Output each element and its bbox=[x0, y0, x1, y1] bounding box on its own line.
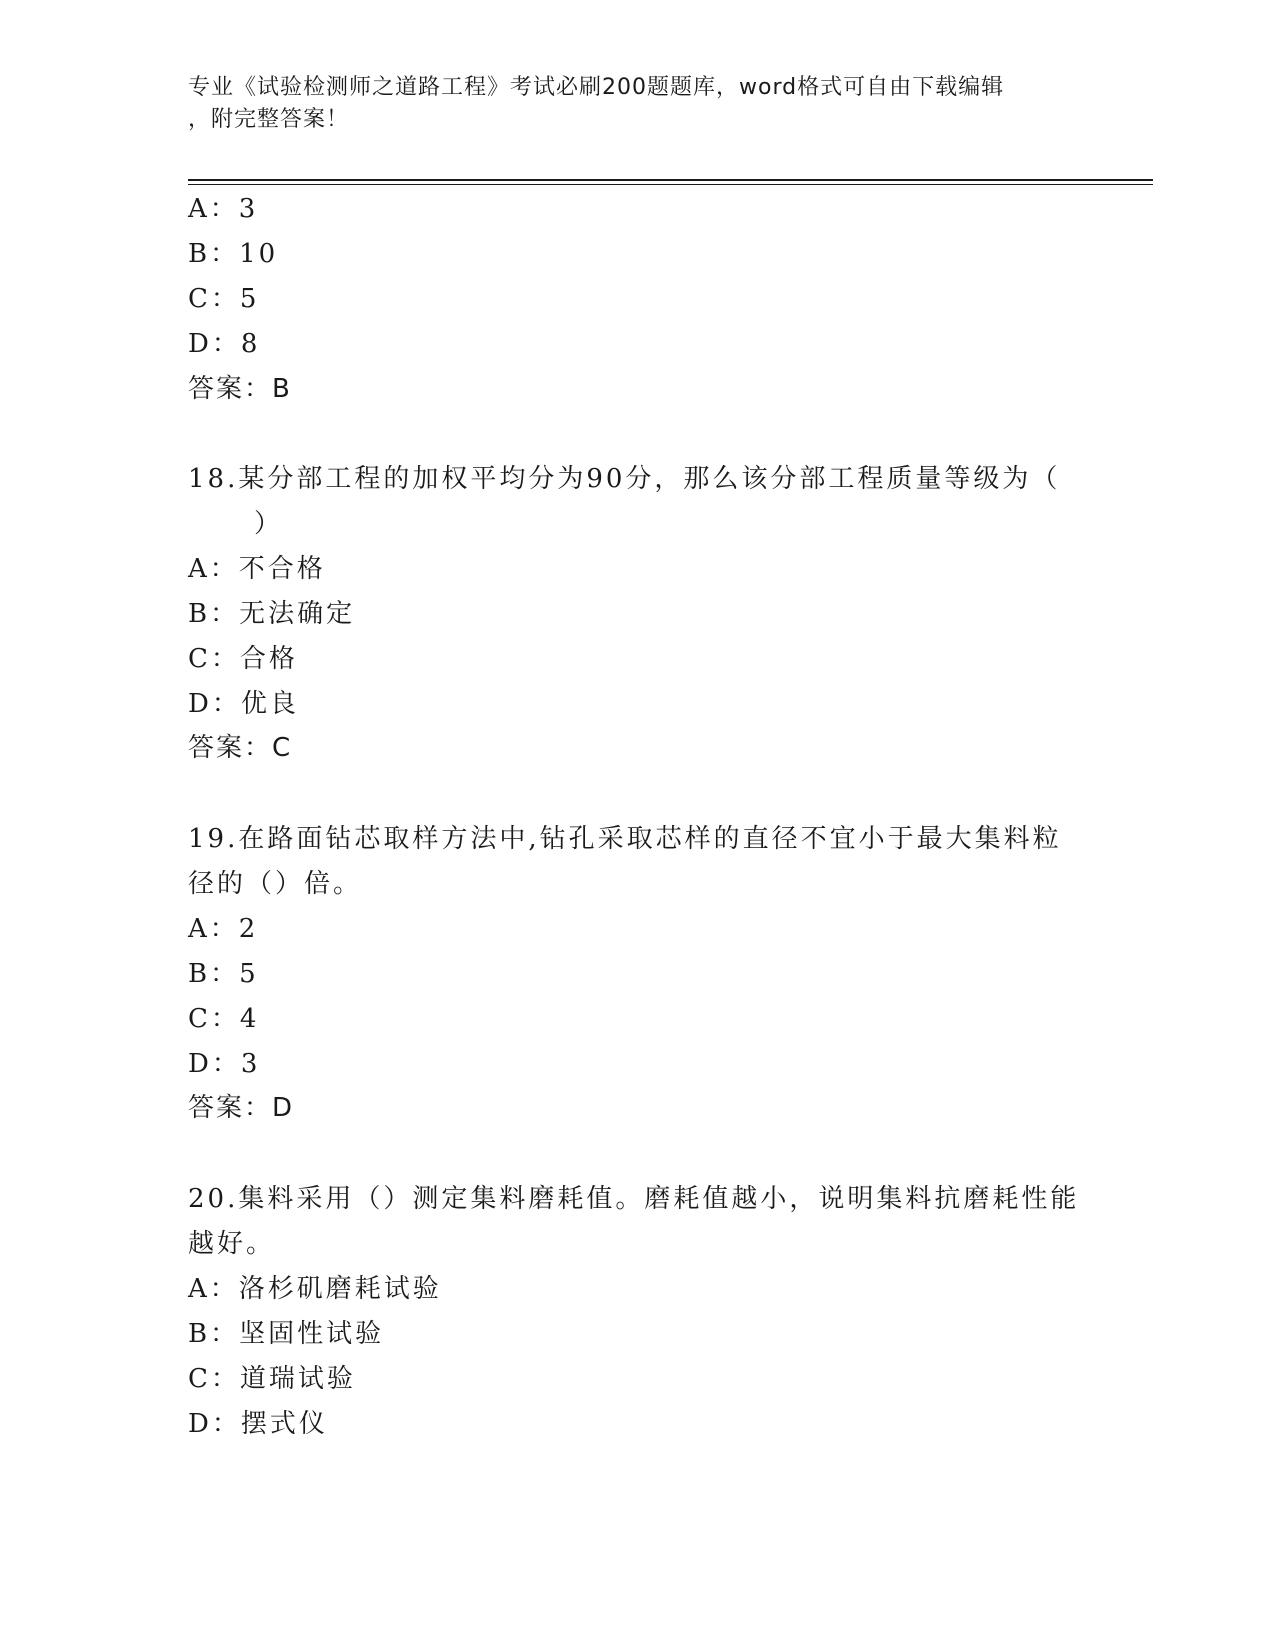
q18-option-a: A：不合格 bbox=[188, 554, 326, 584]
q18-stem-line-2: ） bbox=[254, 509, 284, 539]
q17-option-d: D：8 bbox=[188, 329, 261, 359]
q17-option-b: B：10 bbox=[188, 239, 279, 269]
q19-option-a: A：2 bbox=[188, 914, 259, 944]
q18-stem-line-1: 18.某分部工程的加权平均分为90分，那么该分部工程质量等级为（ bbox=[188, 464, 1061, 494]
q17-answer: 答案：B bbox=[188, 374, 292, 404]
q20-option-b: B：坚固性试验 bbox=[188, 1319, 385, 1349]
q18-option-c: C：合格 bbox=[188, 644, 298, 674]
header-divider-thick bbox=[188, 179, 1153, 181]
header-title-line-2: ，附完整答案！ bbox=[188, 107, 350, 132]
q20-option-a: A：洛杉矶磨耗试验 bbox=[188, 1274, 442, 1304]
q17-option-a: A：3 bbox=[188, 194, 259, 224]
q20-option-c: C：道瑞试验 bbox=[188, 1364, 356, 1394]
q19-option-d: D：3 bbox=[188, 1049, 261, 1079]
q18-option-d: D：优良 bbox=[188, 689, 299, 719]
q20-stem-line-1: 20.集料采用（）测定集料磨耗值。磨耗值越小，说明集料抗磨耗性能 bbox=[188, 1184, 1080, 1214]
q17-option-c: C：5 bbox=[188, 284, 260, 314]
q18-option-b: B：无法确定 bbox=[188, 599, 356, 629]
q20-option-d: D：摆式仪 bbox=[188, 1409, 328, 1439]
q20-stem-line-2: 越好。 bbox=[188, 1229, 276, 1259]
q19-answer: 答案：D bbox=[188, 1093, 295, 1123]
q19-option-c: C：4 bbox=[188, 1004, 260, 1034]
q18-answer: 答案：C bbox=[188, 733, 293, 763]
document-header bbox=[188, 72, 1088, 136]
header-divider-thin bbox=[188, 184, 1153, 185]
q19-stem-line-2: 径的（）倍。 bbox=[188, 869, 363, 899]
q19-option-b: B：5 bbox=[188, 959, 259, 989]
header-title-line-1: 专业《试验检测师之道路工程》考试必刷200题题库，word格式可自由下载编辑 bbox=[188, 75, 1005, 100]
q19-stem-line-1: 19.在路面钻芯取样方法中,钻孔采取芯样的直径不宜小于最大集料粒 bbox=[188, 824, 1062, 854]
